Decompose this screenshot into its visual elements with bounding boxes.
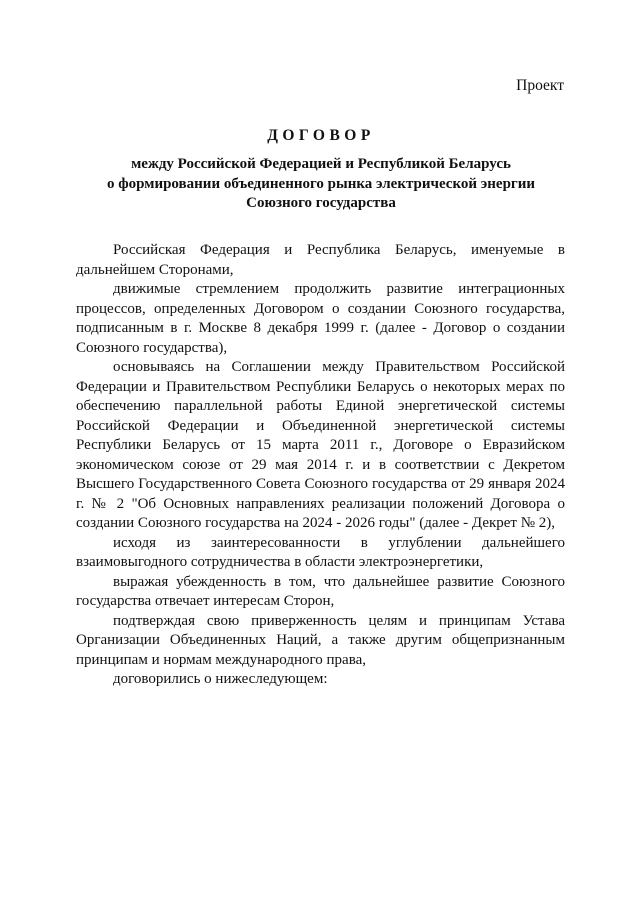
paragraph-union-development: выражая убежденность в том, что дальнейшее развитие Союзного государства отвечает интересам Сторон, [76,573,565,609]
paragraph-parties: Российская Федерация и Республика Беларусь, именуемые в дальнейшем Сторонами, [76,242,565,278]
paragraph-agreements-basis: основываясь на Соглашении между Правительством Российской Федерации и Правительством Республики Беларусь о некоторых мерах по обеспечению параллельной работы Единой энергетической системы Российской Федерации и Объединенной энергетической системы Республики Беларусь от 15 марта 2011 г., Договоре о Евразийском экономическом союзе от 29 мая 2014 г. и в соответствии с Декретом Высшего Государственного Совета Союзного государства от 29 января 2024 г. № 2 "Об Основных направлениях реализации положений Договора о создании Союзного государства на 2024 - 2026 годы" (далее - Декрет № 2), [76,359,565,531]
paragraph-un-principles: подтверждая свою приверженность целям и принципам Устава Организации Объединенных Наций, а также другим общепризнанным принципам и нормам международного права, [76,612,565,668]
document-subtitle-line-3: Союзного государства [246,195,396,211]
project-label: Проект [516,77,564,94]
document-subtitle-line-1: между Российской Федерацией и Республикой Беларусь [131,156,511,172]
paragraph-integration: движимые стремлением продолжить развитие интеграционных процессов, определенных Договором о создании Союзного государства, подписанным в г. Москве 8 декабря 1999 г. (далее - Договор о создании Союзного государства), [76,281,565,356]
document-heading: ДОГОВОР [267,127,375,144]
title-block [76,126,566,214]
document-subtitle-line-2: о формировании объединенного рынка электрической энергии [106,175,536,192]
paragraph-agreed: договорились о нижеследующем: [113,671,328,687]
paragraph-cooperation-interest: исходя из заинтересованности в углублении дальнейшего взаимовыгодного сотрудничества в области электроэнергетики, [76,534,565,570]
preamble-body [76,241,565,690]
